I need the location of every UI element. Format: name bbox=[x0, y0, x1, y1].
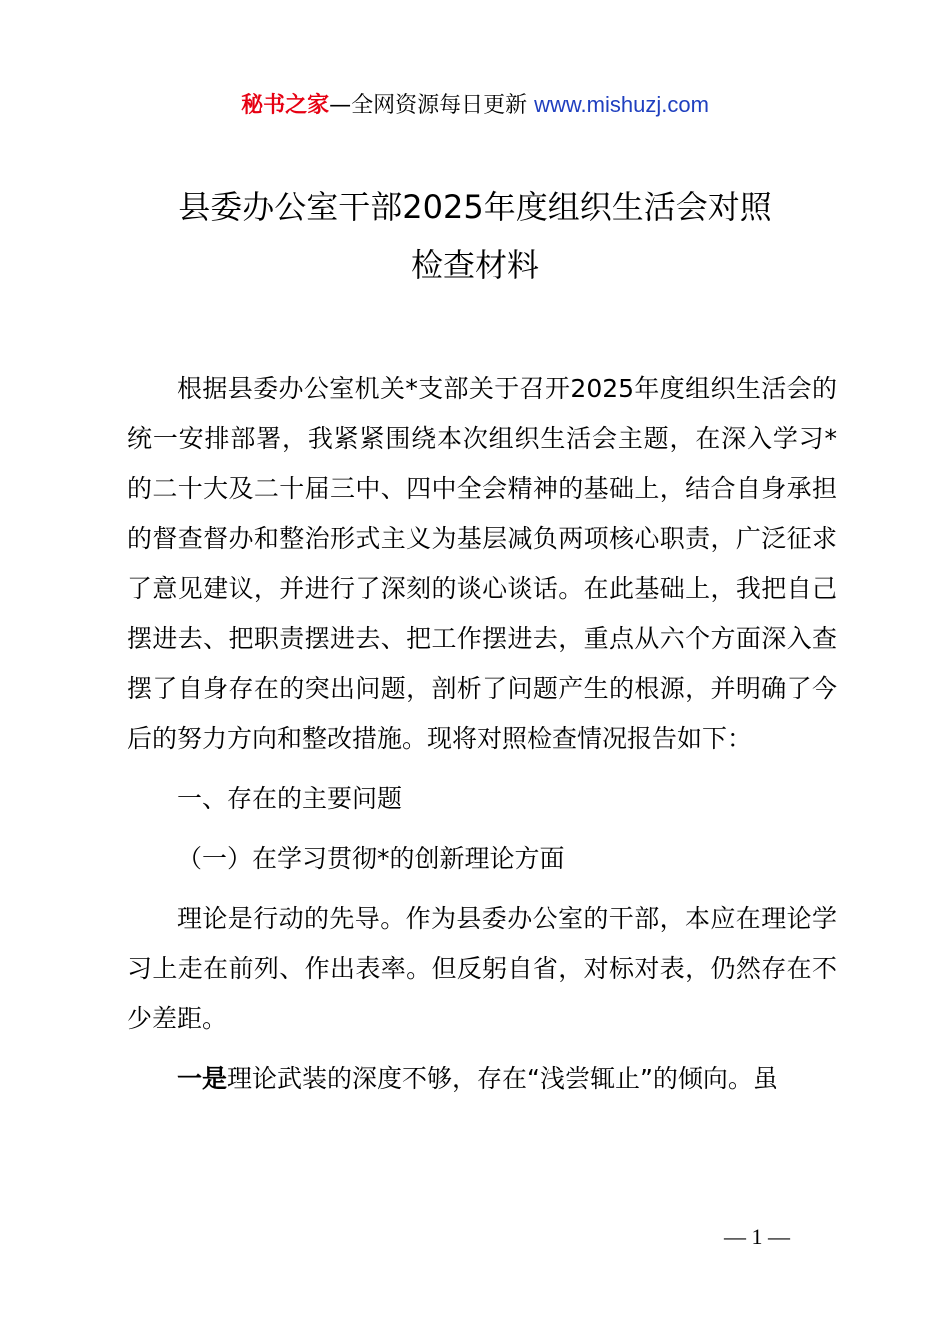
page-number: — 1 — bbox=[724, 1224, 790, 1249]
point-label: 一是 bbox=[177, 1064, 228, 1093]
section-heading: 一、存在的主要问题 bbox=[177, 784, 403, 813]
site-brand: 秘书之家 bbox=[241, 93, 330, 118]
subsection-heading: （一）在学习贯彻*的创新理论方面 bbox=[177, 844, 565, 873]
title-line-2: 检查材料 bbox=[410, 246, 539, 284]
intro-paragraph: 根据县委办公室机关*支部关于召开2025年度组织生活会的统一安排部署，我紧紧围绕本次组织生活会主题，在深入学习*的二十大及二十届三中、四中全会精神的基础上，结合自身承担的督查督办和整治形式主义为基层减负两项核心职责，广泛征求了意见建议，并进行了深刻的谈心谈话。在此基础上，我把自己摆进去、把职责摆进去、把工作摆进去，重点从六个方面深入查摆了自身存在的突出问题，剖析了问题产生的根源，并明确了今后的努力方向和整改措施。现将对照检查情况报告如下： bbox=[127, 374, 837, 753]
document-title bbox=[0, 178, 950, 294]
site-url-link[interactable]: www.mishuzj.com bbox=[534, 92, 709, 117]
point-paragraph bbox=[127, 1054, 837, 1104]
body-paragraph: 理论是行动的先导。作为县委办公室的干部，本应在理论学习上走在前列、作出表率。但反躬自省，对标对表，仍然存在不少差距。 bbox=[127, 904, 837, 1033]
site-banner bbox=[0, 88, 950, 123]
point-text: 理论武装的深度不够，存在“浅尝辄止”的倾向。虽 bbox=[227, 1064, 778, 1093]
site-tagline: —全网资源每日更新 bbox=[329, 93, 528, 118]
document-body bbox=[127, 364, 837, 1104]
title-line-1: 县委办公室干部2025年度组织生活会对照 bbox=[178, 188, 772, 226]
